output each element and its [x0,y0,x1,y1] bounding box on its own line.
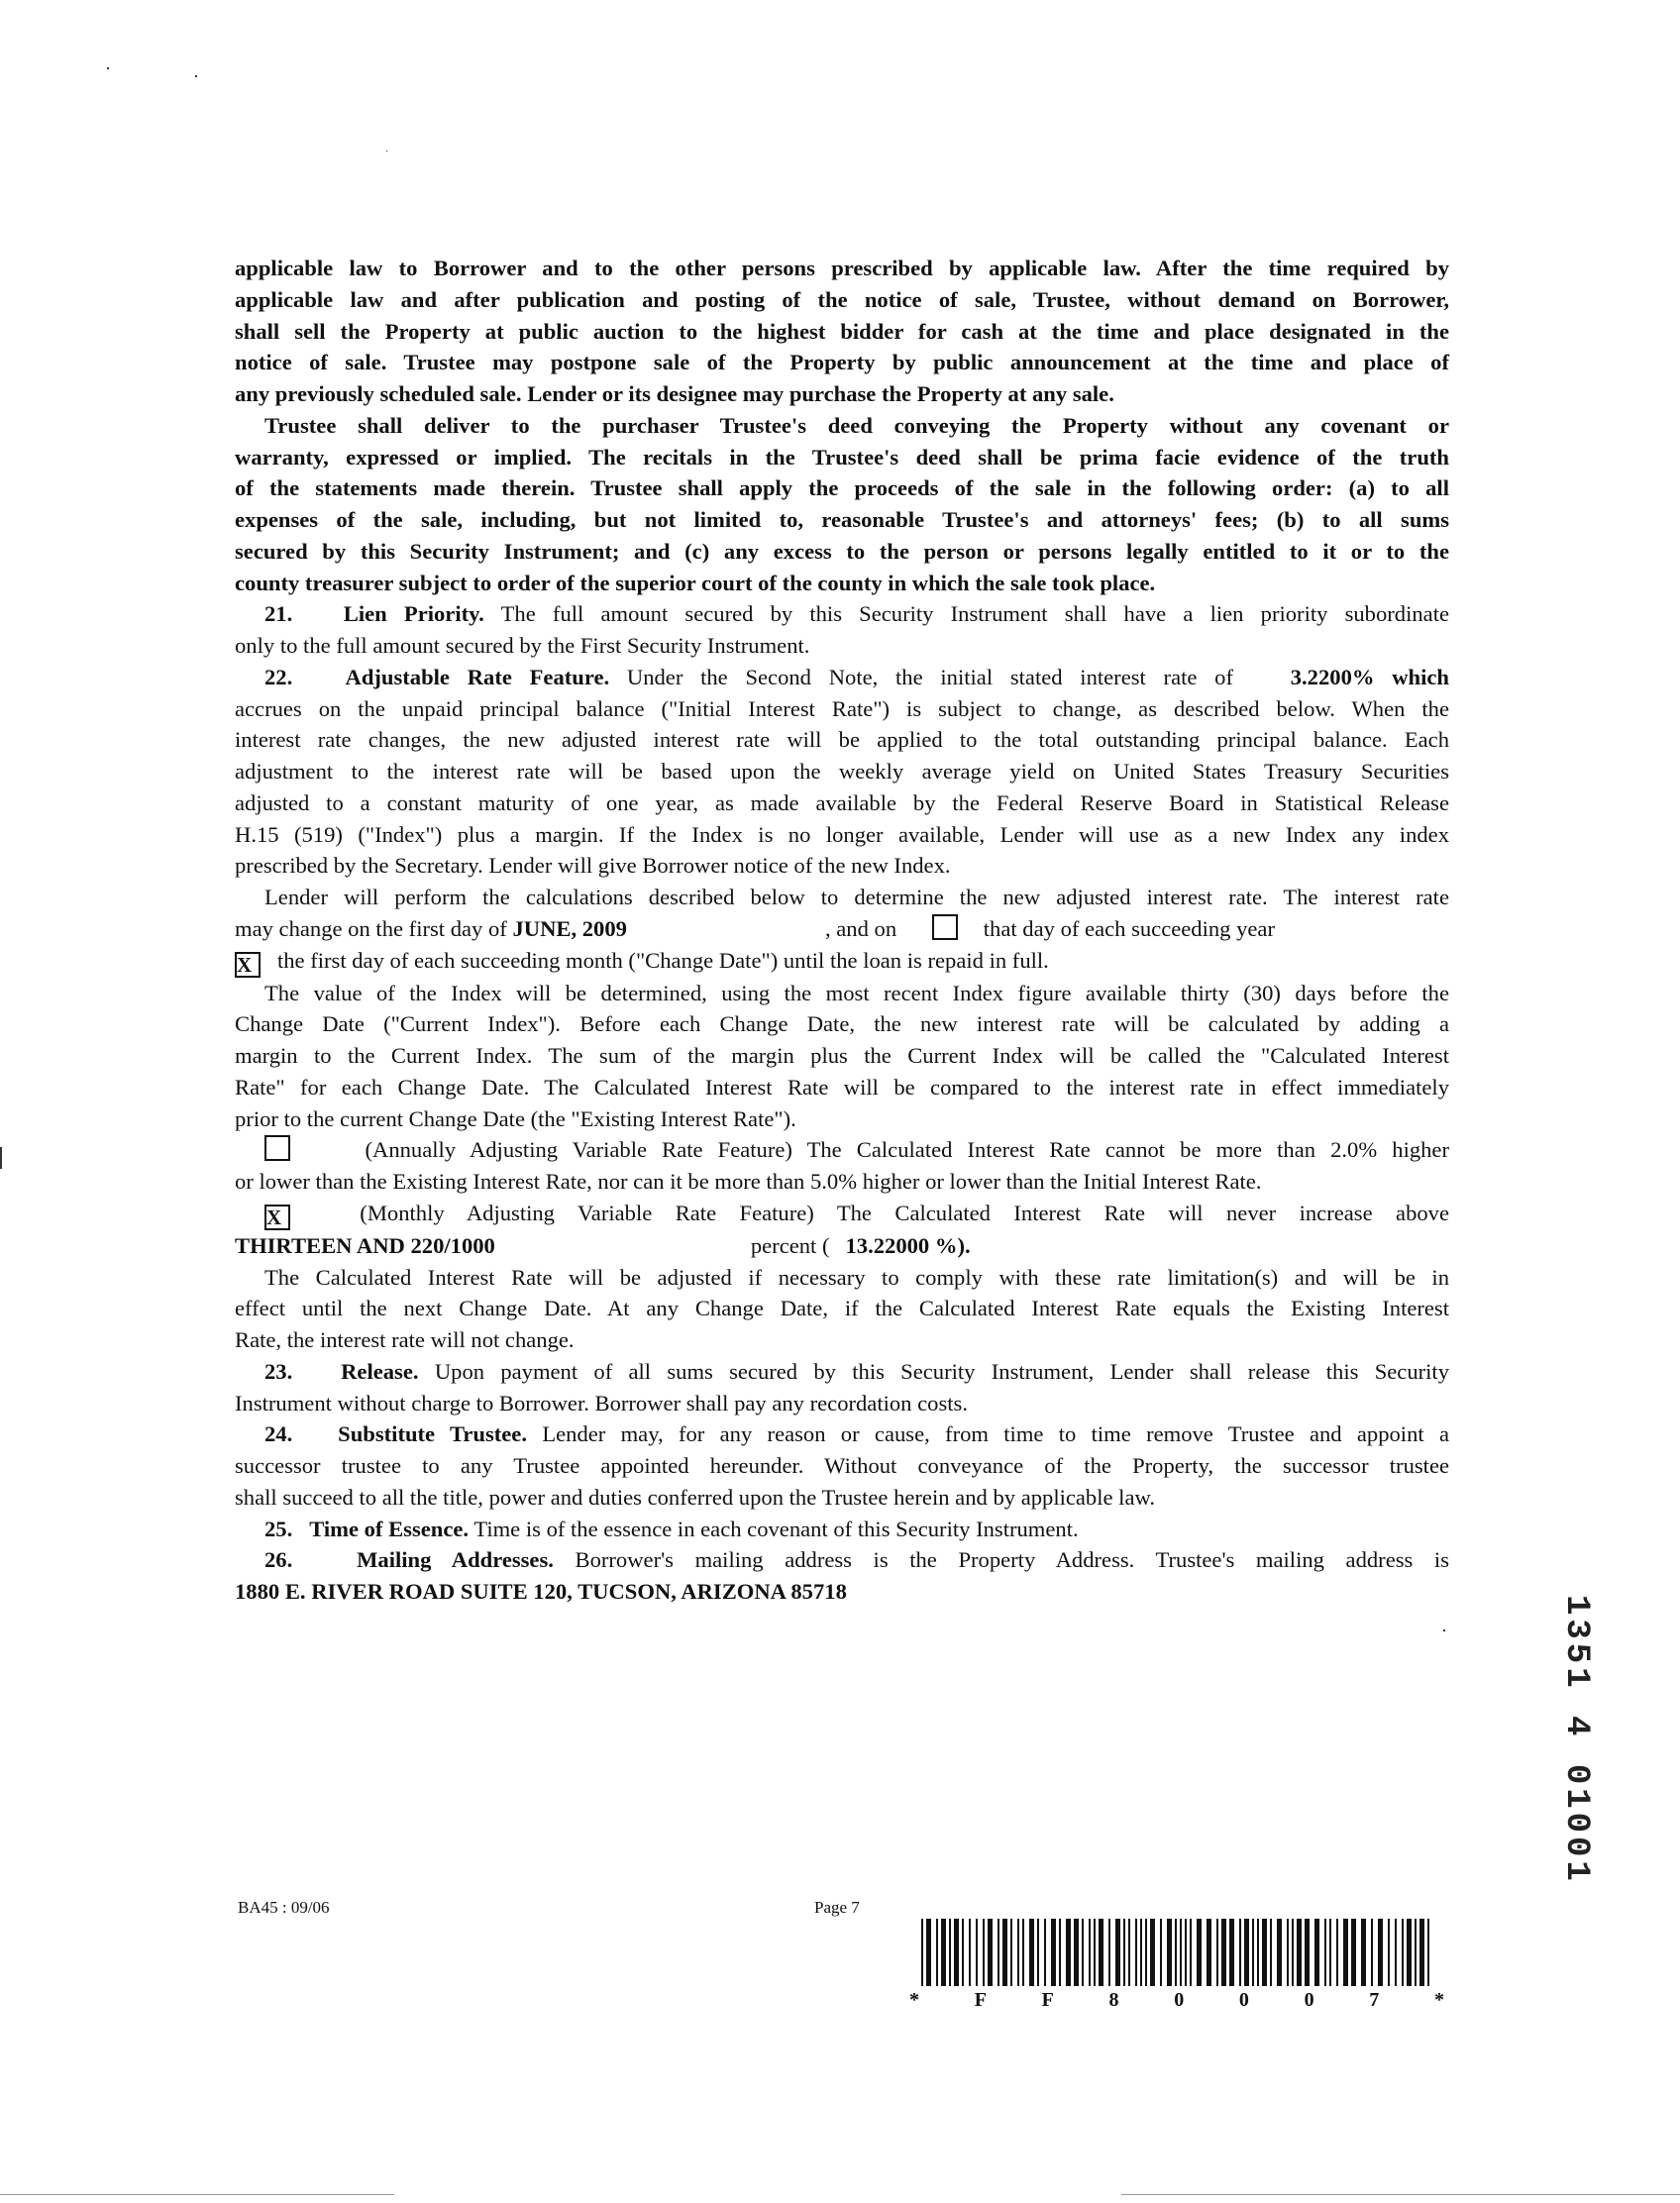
barcode-bar [926,1919,931,1986]
barcode-bar [962,1919,964,1986]
barcode-bar [1343,1919,1348,1986]
barcode-bar [1371,1919,1373,1986]
paragraph-trustee-deed: Trustee shall deliver to the purchaser Trustee's deed conveying the Property without any covenant or warranty, expressed or implied. The recitals in the Trustee's deed shall be prima facie evidence of the truth of the statements made therein. Trustee shall apply the proceeds of the sale in the following order: (a) to all expenses of the sale, including, but not limited to, reasonable Trustee's and attorneys' fees; (b) to all sums secured by this Security Instrument; and (c) any excess to the person or persons legally entitled to it or to the county treasurer subject to order of the superior court of the county in which the sale took place. [235,412,1449,595]
annual-change-checkbox[interactable] [932,914,958,940]
barcode-bar [1037,1919,1039,1986]
barcode-bar [1059,1919,1061,1986]
section-title: Mailing Addresses. [357,1547,554,1573]
barcode-bar [1044,1919,1046,1986]
scan-speck [1443,1629,1445,1631]
barcode-bar [1229,1919,1234,1986]
barcode-bar [1029,1919,1034,1986]
barcode-bar [1419,1919,1424,1986]
barcode-bar [1257,1919,1259,1986]
section-number: 26. [264,1547,293,1573]
scan-speck [107,67,109,69]
barcode-bar [1388,1919,1390,1986]
barcode-bar [1167,1919,1172,1986]
rate-cap-value: 13.22000 [845,1232,930,1258]
section-23-release: 23. Release. Upon payment of all sums secured by this Security Instrument, Lender shall release this Security Instrument without charge to Borrower. Borrower shall pay any recordation costs. [235,1358,1449,1416]
barcode-bar [936,1919,938,1986]
section-21-lien-priority: 21. Lien Priority. The full amount secured by this Security Instrument shall have a lien priority subordinate only to the full amount secured by the First Security Instrument. [235,601,1450,658]
barcode-bar [1395,1919,1397,1986]
barcode-bar [1415,1919,1417,1986]
section-number: 23. [264,1358,293,1384]
section-22-adjustable-rate: 22. Adjustable Rate Feature. Under the Second Note, the initial stated interest rate of 3.2200% which accrues on the unpaid principal balance ("Initial Interest Rate") is subject to change, as described below. When the interest rate changes, the new adjusted interest rate will be applied to the total outstanding principal balance. Each adjustment to the interest rate will be based upon the weekly average yield on United States Treasury Securities adjusted to a constant maturity of one year, as made available by the Federal Reserve Board in Statistical Release H.15 (519) ("Index") plus a margin. If the Index is no longer available, Lender will use as a new Index any index prescribed by the Secretary. Lender will give Borrower notice of the new Index. Lender will perform the calculations described below to determine the new adjusted interest rate. The interest rate may change on the first day of JUNE, 2009 , and on that day of each succeeding year X the first day of each succeeding month ("Change Date") until the loan is repaid in full. The value of the Index will be determined, using the most recent Index figure available thirty (30) days before the Change Date ("Current Index"). Before each Change Date, the new interest rate will be calculated by adding a margin to the Current Index. The sum of the margin plus the Current Index will be called the "Calculated Interest Rate" for each Change Date. The Calculated Interest Rate will be compared to the interest rate in effect immediately prior to the current Change Date (the "Existing Interest Rate"). (Annually Adjusting Variable Rate Feature) The Calculated Interest Rate cannot be more than 2.0% higher or lower than the Existing Interest Rate, nor can it be more than 5.0% higher or lower than the Initial Interest Rate. X (Monthly Adjusting Variable Rate Feature) The Calculated Interest Rate will never increase above THIRTEEN AND 220/1000 percent ( 13.22000 %). The Calculated Interest Rate will be adjusted if necessary to comply with these rate limitation(s) and will be in effect until the next Change Date. At any Change Date, if the Calculated Interest Rate equals the Existing Interest Rate, the interest rate will not change. [235,664,1449,1352]
barcode-bar [1010,1919,1012,1986]
barcode-char: 0 [1174,1989,1185,2011]
barcode-bar [1089,1919,1091,1986]
barcode-caption [909,1989,1444,2012]
barcode-char: F [974,1989,987,2011]
barcode-bar [1407,1919,1412,1986]
barcode-char: 0 [1238,1989,1249,2011]
barcode-bar [1140,1919,1142,1986]
section-number: 25. [264,1516,293,1541]
barcode-bar [1305,1919,1310,1986]
barcode-bar [1244,1919,1249,1986]
barcode-bar [1115,1919,1120,1986]
section-title: Lien Priority. [343,601,484,627]
barcode-bar [941,1919,946,1986]
barcode-char: * [909,1989,919,2011]
barcode-bar [1277,1919,1282,1986]
rate-cap-words: THIRTEEN AND 220/1000 [235,1232,495,1258]
barcode-bar [1361,1919,1366,1986]
barcode-bar [954,1919,959,1986]
barcode-bar [1135,1919,1137,1986]
barcode-bar [1297,1919,1302,1986]
paragraph-sale-notice: applicable law to Borrower and to the other persons prescribed by applicable law. After the time required by applicable law and after publication and posting of the notice of sale, Trustee, without demand on Borrower, shall sell the Property at public auction to the highest bidder for cash at the time and place designated in the notice of sale. Trustee may postpone sale of the Property by public announcement at the time and place of any previously scheduled sale. Lender or its designee may purchase the Property at any sale. [235,256,1449,406]
barcode-bar [1185,1919,1187,1986]
barcode-bar [1324,1919,1326,1986]
barcode-bar [1123,1919,1125,1986]
barcode-bar [976,1919,978,1986]
barcode-bar [1197,1919,1202,1986]
barcode-bar [1239,1919,1241,1986]
scan-speck [195,75,197,77]
form-code: BA45 : 09/06 [238,1898,330,1917]
barcode-bar [1150,1919,1155,1986]
monthly-feature-checkbox[interactable]: X [264,1205,290,1230]
barcode-bar [1287,1919,1289,1986]
barcode-bar [969,1919,971,1986]
barcode-bar [1017,1919,1019,1986]
barcode-bar [1190,1919,1192,1986]
barcode-bar [1180,1919,1182,1986]
barcode-bar [921,1919,923,1986]
barcode-bar [1066,1919,1071,1986]
barcode-bar [1402,1919,1404,1986]
barcode-bar [1160,1919,1162,1986]
barcode-bar [1128,1919,1130,1986]
scan-speck [386,151,387,152]
section-24-substitute-trustee: 24. Substitute Trustee. Lender may, for any reason or cause, from time to time remove Trustee and appoint a successor trustee to any Trustee appointed hereunder. Without conveyance of the Property, the successor trustee shall succeed to all the title, power and duties conferred upon the Trustee herein and by applicable law. [235,1421,1449,1510]
scan-edge-line [1121,2194,1680,2195]
barcode-bar [1378,1919,1383,1986]
page-number: Page 7 [814,1898,860,1917]
barcode-bar [1427,1919,1429,1986]
barcode-bar [1314,1919,1319,1986]
barcode-bar [1175,1919,1177,1986]
section-title: Release. [341,1358,419,1384]
barcode-bar [1207,1919,1211,1986]
barcode-bar [1270,1919,1272,1986]
barcode-bar [1292,1919,1294,1986]
barcode-bar [1336,1919,1338,1986]
change-date: JUNE, 2009 [512,915,627,941]
barcode-bar [1329,1919,1331,1986]
scan-edge-line [0,2194,394,2195]
barcode-char: 7 [1369,1989,1380,2011]
barcode-char: F [1041,1989,1054,2011]
barcode-bar [1145,1919,1147,1986]
barcode-bar [988,1919,993,1986]
barcode-char: * [1433,1989,1444,2011]
barcode-bar [1082,1919,1084,1986]
section-number: 22. [264,664,293,689]
barcode-graphic [921,1919,1436,1986]
trustee-mailing-address: 1880 E. RIVER ROAD SUITE 120, TUCSON, ARIZONA 85718 [235,1579,847,1604]
monthly-change-checkbox[interactable]: X [235,952,261,978]
barcode-bar [983,1919,985,1986]
recording-stamp: 1351 4 01001 [1557,1595,1595,1885]
barcode-bar [949,1919,951,1986]
barcode-bar [1022,1919,1024,1986]
barcode-bar [1351,1919,1356,1986]
section-title: Substitute Trustee. [338,1421,527,1447]
section-25-time-of-essence: 25. Time of Essence. Time is of the essence in each covenant of this Security Instrument. [264,1516,1079,1541]
section-title: Adjustable Rate Feature. [345,664,610,689]
barcode-char: 8 [1108,1989,1119,2011]
scan-edge-mark [0,1147,2,1169]
barcode-bar [1074,1919,1079,1986]
document-body [235,253,1449,1608]
barcode-bar [998,1919,999,1986]
section-title: Time of Essence. [309,1516,470,1541]
barcode-bar [1262,1919,1267,1986]
section-26-mailing-addresses: 26. Mailing Addresses. Borrower's mailing address is the Property Address. Trustee's mailing address is 1880 E. RIVER ROAD SUITE 120, TUCSON, ARIZONA 85718 [235,1544,1449,1608]
barcode-char: 0 [1304,1989,1314,2011]
barcode-bar [1002,1919,1007,1986]
initial-interest-rate: 3.2200 [1290,664,1352,689]
barcode-bar [1221,1919,1226,1986]
barcode-bar [1108,1919,1110,1986]
barcode-bar [1099,1919,1103,1986]
barcode-bar [1051,1919,1056,1986]
annual-feature-checkbox[interactable] [264,1135,290,1161]
section-number: 24. [264,1421,293,1447]
barcode-bar [1094,1919,1096,1986]
barcode-bar [1216,1919,1218,1986]
barcode-bar [1252,1919,1254,1986]
section-number: 21. [264,601,293,627]
